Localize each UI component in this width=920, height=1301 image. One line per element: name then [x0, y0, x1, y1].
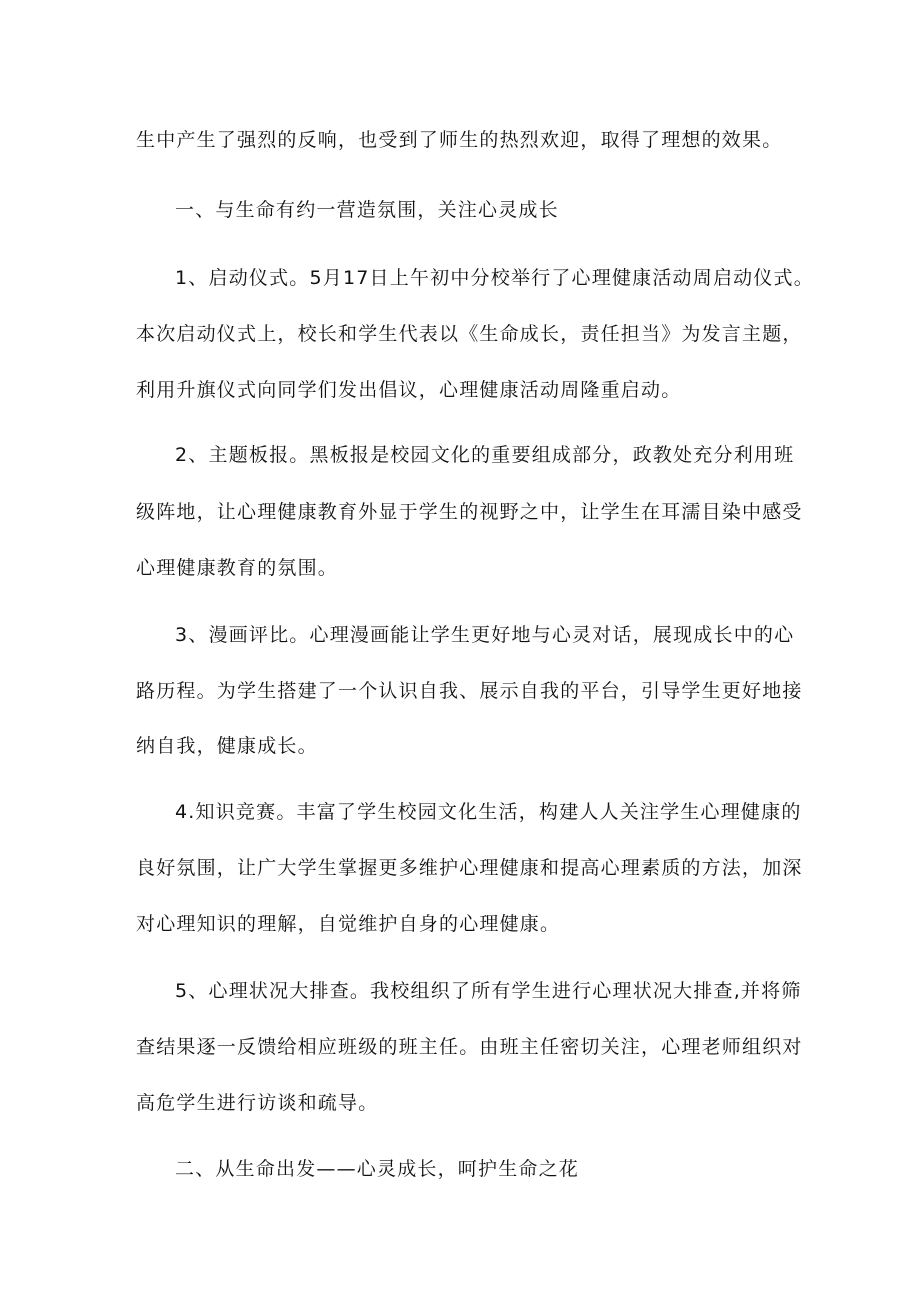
paragraph-line: 5、心理状况大排查。我校组织了所有学生进行心理状况大排查,并将筛 [175, 980, 802, 1002]
paragraph-line: 4.知识竞赛。丰富了学生校园文化生活，构建人人关注学生心理健康的 [175, 801, 802, 823]
paragraph-line: 对心理知识的理解，自觉维护自身的心理健康。 [136, 913, 561, 935]
paragraph-line: 纳自我，健康成长。 [136, 735, 318, 757]
section-heading-2: 二、从生命出发——心灵成长，呵护生命之花 [175, 1158, 580, 1180]
section-heading-1: 一、与生命有约一营造氛围，关注心灵成长 [175, 199, 559, 221]
paragraph-line: 良好氛围，让广大学生掌握更多维护心理健康和提高心理素质的方法，加深 [136, 857, 803, 879]
paragraph-line: 2、主题板报。黑板报是校园文化的重要组成部分，政教处充分利用班 [175, 444, 795, 466]
paragraph-line: 本次启动仪式上，校长和学生代表以《生命成长，责任担当》为发言主题， [136, 323, 803, 345]
paragraph-line: 查结果逐一反馈给相应班级的班主任。由班主任密切关注，心理老师组织对 [136, 1036, 803, 1058]
paragraph-line: 级阵地，让心理健康教育外显于学生的视野之中，让学生在耳濡目染中感受 [136, 501, 803, 523]
intro-paragraph-line: 生中产生了强烈的反响，也受到了师生的热烈欢迎，取得了理想的效果。 [136, 129, 783, 151]
paragraph-line: 心理健康教育的氛围。 [136, 557, 339, 579]
paragraph-line: 3、漫画评比。心理漫画能让学生更好地与心灵对话，展现成长中的心 [175, 624, 795, 646]
paragraph-line: 1、启动仪式。5月17日上午初中分校举行了心理健康活动周启动仪式。 [175, 267, 814, 289]
paragraph-line: 利用升旗仪式向同学们发出倡议，心理健康活动周隆重启动。 [136, 379, 682, 401]
paragraph-line: 路历程。为学生搭建了一个认识自我、展示自我的平台，引导学生更好地接 [136, 680, 803, 702]
paragraph-line: 高危学生进行访谈和疏导。 [136, 1092, 379, 1114]
